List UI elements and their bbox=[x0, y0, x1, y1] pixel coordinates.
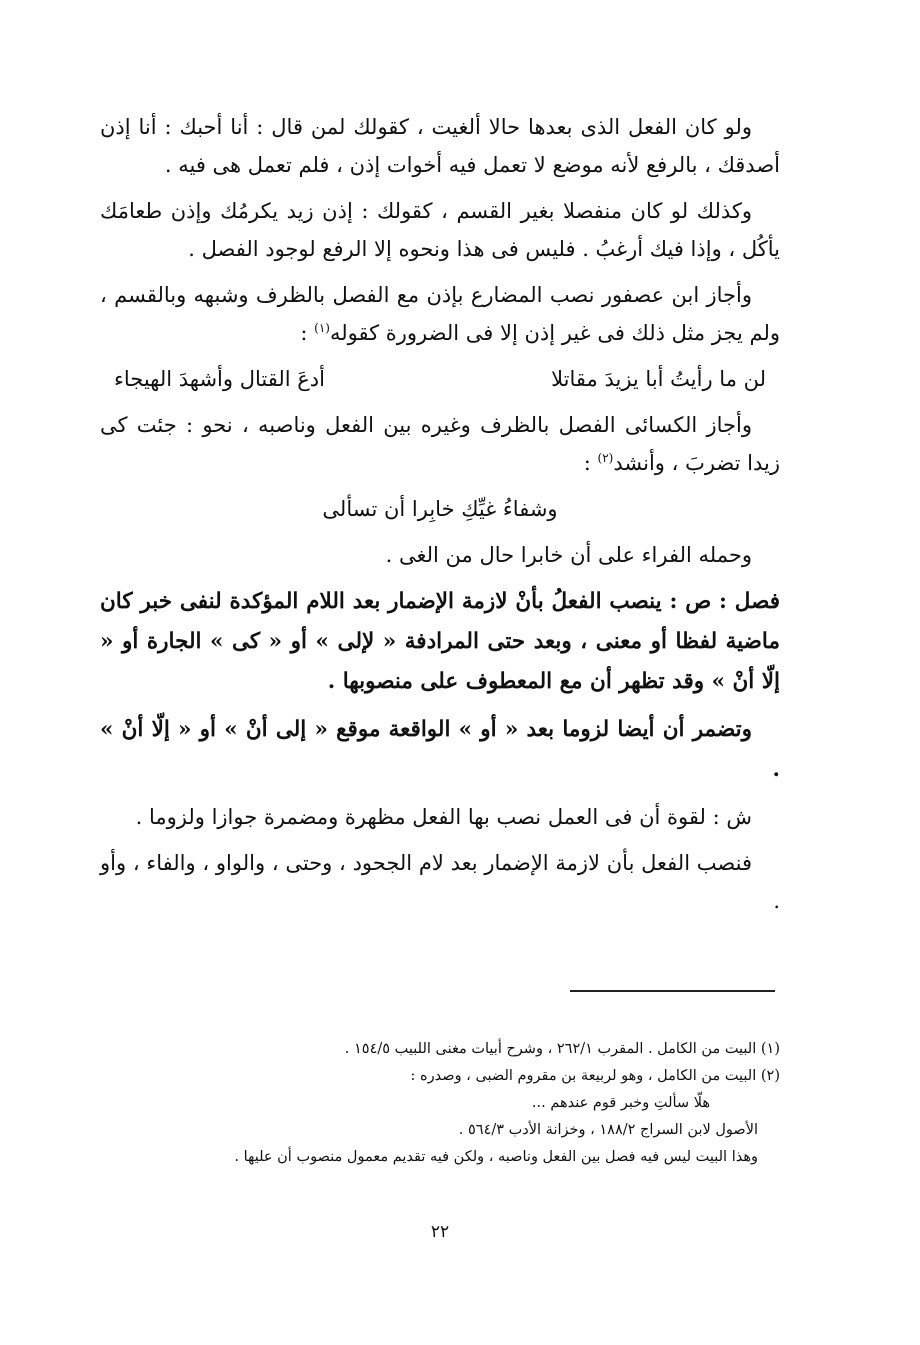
footnote-2-note: وهذا البيت ليس فيه فصل بين الفعل وناصبه ، ولكن فيه تقديم معمول منصوب أن عليها . bbox=[234, 1149, 758, 1165]
paragraph-3-text: وأجاز ابن عصفور نصب المضارع بإذن مع الفصل بالظرف وشبهه وبالقسم ، ولم يجز مثل ذلك فى غير إذن إلا فى الضرورة كقوله bbox=[100, 283, 780, 345]
section-rule-text-2: وتضمر أن أيضا لزوما بعد « أو » الواقعة موقع « إلى أنْ » أو « إلّا أنْ » . bbox=[100, 717, 780, 782]
paragraph-4-end: : bbox=[583, 451, 598, 475]
footnote-separator bbox=[570, 990, 775, 992]
verse-1-first-hemistich: لن ما رأيتُ أبا يزيدَ مقاتلا bbox=[551, 367, 766, 391]
verse-1 bbox=[100, 360, 780, 398]
paragraph-4 bbox=[100, 406, 780, 482]
verse-2: وشفاءُ غيِّكِ خابِرا أن تسألى bbox=[322, 497, 558, 521]
page-number: ٢٢ bbox=[430, 1222, 450, 1242]
footnote-2-verse: هلّا سألتِ وخبر قوم عندهم ... bbox=[531, 1095, 710, 1111]
verse-1-second-hemistich: أدعَ القتال وأشهدَ الهيجاء bbox=[114, 367, 325, 391]
main-text bbox=[100, 108, 780, 928]
paragraph-5: وحمله الفراء على أن خابرا حال من الغى . bbox=[385, 543, 752, 567]
footnotes bbox=[160, 1036, 780, 1171]
footnote-2-sources: الأصول لابن السراج ١٨٨/٢ ، وخزانة الأدب ٥٦٤/٣ . bbox=[458, 1122, 758, 1138]
footnote-1: (١) البيت من الكامل . المقرب ٢٦٢/١ ، وشرح أبيات مغنى اللبيب ١٥٤/٥ . bbox=[344, 1041, 780, 1057]
paragraph-3-end: : bbox=[300, 321, 315, 345]
paragraph-7: فنصب الفعل بأن لازمة الإضمار بعد لام الجحود ، وحتى ، والواو ، والفاء ، وأو . bbox=[100, 851, 780, 913]
paragraph-4-text: وأجاز الكسائى الفصل بالظرف وغيره بين الفعل وناصبه ، نحو : جئت كى زيدا تضربَ ، وأنشد bbox=[100, 413, 780, 475]
footnote-ref-1: (١) bbox=[314, 321, 330, 335]
paragraph-6: ش : لقوة أن فى العمل نصب بها الفعل مظهرة ومضمرة جوازا ولزوما . bbox=[135, 805, 752, 829]
paragraph-2: وكذلك لو كان منفصلا بغير القسم ، كقولك : إذن زيد يكرمُك وإذن طعامَك يأكُل ، وإذا فيك أرغبُ . فليس فى هذا ونحوه إلا الرفع لوجود الفصل . bbox=[100, 199, 780, 261]
paragraph-1: ولو كان الفعل الذى بعدها حالا ألغيت ، كقولك لمن قال : أنا أحبك : أنا إذن أصدقك ، بالرفع لأنه موضع لا تعمل فيه أخوات إذن ، فلم تعمل هى فيه . bbox=[100, 115, 780, 177]
paragraph-3 bbox=[100, 276, 780, 352]
section-rule-text: فصل : ص : ينصب الفعلُ بأنْ لازمة الإضمار بعد اللام المؤكدة لنفى خبر كان ماضية لفظا أو معنى ، وبعد حتى المرادفة « لإلى » أو « كى » الجارة أو « إلّا أنْ » وقد تظهر أن مع المعطوف على منصوبها . bbox=[100, 589, 780, 694]
footnote-ref-2: (٢) bbox=[597, 451, 614, 465]
footnote-2: (٢) البيت من الكامل ، وهو لربيعة بن مقروم الضبى ، وصدره : bbox=[410, 1068, 780, 1084]
